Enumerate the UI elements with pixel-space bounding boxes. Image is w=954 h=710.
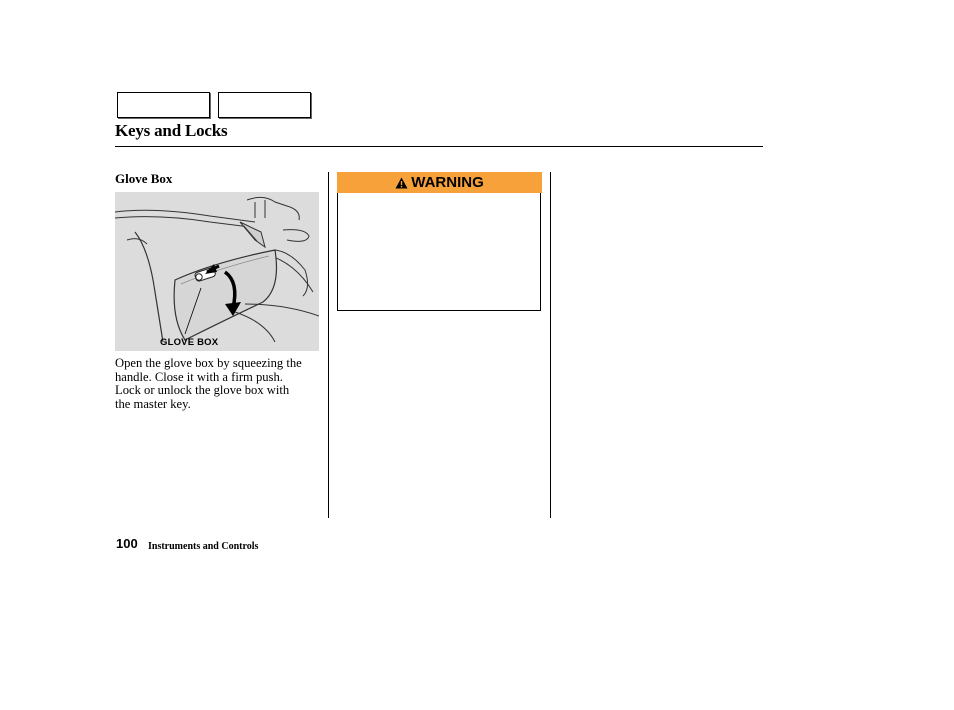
body-line: the master key. bbox=[115, 396, 191, 411]
body-text bbox=[115, 357, 323, 411]
column-divider-left bbox=[328, 172, 329, 518]
chapter-title: Instruments and Controls bbox=[148, 541, 259, 552]
body-line: Lock or unlock the glove box with bbox=[115, 383, 290, 398]
warning-label: WARNING bbox=[411, 174, 484, 191]
body-line: handle. Close it with a firm push. bbox=[115, 369, 283, 384]
column-divider-right bbox=[550, 172, 551, 518]
page-title: Keys and Locks bbox=[115, 121, 228, 140]
title-divider bbox=[115, 146, 763, 147]
glove-box-illustration bbox=[115, 192, 319, 351]
body-line: Open the glove box by squeezing the bbox=[115, 356, 302, 370]
page-number: 100 bbox=[116, 536, 138, 551]
warning-triangle-icon bbox=[395, 177, 408, 189]
glove-box-drawing bbox=[115, 192, 319, 351]
nav-button-previous[interactable] bbox=[117, 92, 210, 118]
warning-box bbox=[337, 193, 541, 311]
nav-button-next[interactable] bbox=[218, 92, 311, 118]
warning-header bbox=[337, 172, 542, 193]
section-heading: Glove Box bbox=[115, 171, 173, 186]
illustration-callout: GLOVE BOX bbox=[160, 337, 219, 348]
